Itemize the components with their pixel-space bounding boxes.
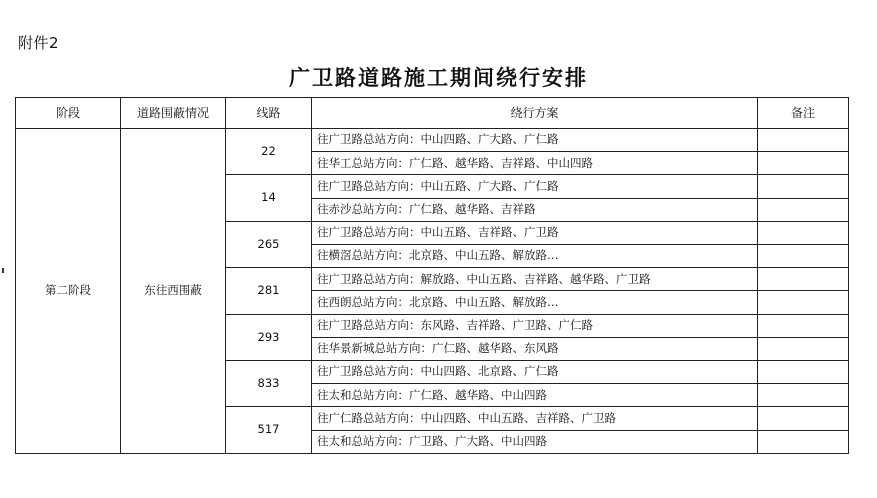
remarks-cell bbox=[758, 198, 849, 221]
detour-plan-cell: 往西朗总站方向：北京路、中山五路、解放路… bbox=[312, 291, 758, 314]
line-number-cell: 281 bbox=[226, 268, 312, 314]
line-number-cell: 517 bbox=[226, 407, 312, 454]
remarks-cell bbox=[758, 361, 849, 384]
line-number-cell: 14 bbox=[226, 175, 312, 221]
remarks-cell bbox=[758, 221, 849, 244]
remarks-cell bbox=[758, 245, 849, 268]
document-title: 广卫路道路施工期间绕行安排 bbox=[289, 66, 588, 90]
remarks-cell bbox=[758, 175, 849, 198]
line-number-cell: 293 bbox=[226, 314, 312, 360]
detour-plan-cell: 往横滘总站方向：北京路、中山五路、解放路… bbox=[312, 245, 758, 268]
detour-plan-cell: 往广卫路总站方向：中山四路、北京路、广仁路 bbox=[312, 361, 758, 384]
remarks-cell bbox=[758, 384, 849, 407]
remarks-cell bbox=[758, 152, 849, 175]
detour-plan-cell: 往广仁路总站方向：中山四路、中山五路、吉祥路、广卫路 bbox=[312, 407, 758, 430]
detour-plan-cell: 往华工总站方向：广仁路、越华路、吉祥路、中山四路 bbox=[312, 152, 758, 175]
margin-mark bbox=[2, 268, 4, 273]
line-number-cell: 833 bbox=[226, 361, 312, 407]
column-header-line: 线路 bbox=[226, 98, 312, 129]
stage-cell: 第二阶段 bbox=[16, 129, 121, 454]
column-header-closure: 道路围蔽情况 bbox=[121, 98, 226, 129]
detour-plan-cell: 往广卫路总站方向：中山五路、吉祥路、广卫路 bbox=[312, 221, 758, 244]
closure-cell: 东往西围蔽 bbox=[121, 129, 226, 454]
detour-plan-cell: 往太和总站方向：广仁路、越华路、中山四路 bbox=[312, 384, 758, 407]
detour-plan-cell: 往华景新城总站方向：广仁路、越华路、东风路 bbox=[312, 337, 758, 360]
remarks-cell bbox=[758, 129, 849, 152]
remarks-cell bbox=[758, 430, 849, 453]
detour-plan-cell: 往广卫路总站方向：东风路、吉祥路、广卫路、广仁路 bbox=[312, 314, 758, 337]
detour-plan-cell: 往广卫路总站方向：中山五路、广大路、广仁路 bbox=[312, 175, 758, 198]
attachment-label: 附件2 bbox=[18, 34, 60, 52]
column-header-detour-plan: 绕行方案 bbox=[312, 98, 758, 129]
line-number-cell: 22 bbox=[226, 129, 312, 175]
detour-plan-cell: 往广卫路总站方向：中山四路、广大路、广仁路 bbox=[312, 129, 758, 152]
column-header-stage: 阶段 bbox=[16, 98, 121, 129]
remarks-cell bbox=[758, 268, 849, 291]
detour-plan-cell: 往广卫路总站方向：解放路、中山五路、吉祥路、越华路、广卫路 bbox=[312, 268, 758, 291]
table-row bbox=[16, 129, 849, 152]
column-header-remarks: 备注 bbox=[758, 98, 849, 129]
remarks-cell bbox=[758, 314, 849, 337]
detour-plan-cell: 往赤沙总站方向：广仁路、越华路、吉祥路 bbox=[312, 198, 758, 221]
detour-plan-cell: 往太和总站方向：广卫路、广大路、中山四路 bbox=[312, 430, 758, 453]
remarks-cell bbox=[758, 337, 849, 360]
remarks-cell bbox=[758, 407, 849, 430]
detour-schedule-table bbox=[15, 97, 849, 454]
line-number-cell: 265 bbox=[226, 221, 312, 267]
table-header-row bbox=[16, 98, 849, 129]
remarks-cell bbox=[758, 291, 849, 314]
